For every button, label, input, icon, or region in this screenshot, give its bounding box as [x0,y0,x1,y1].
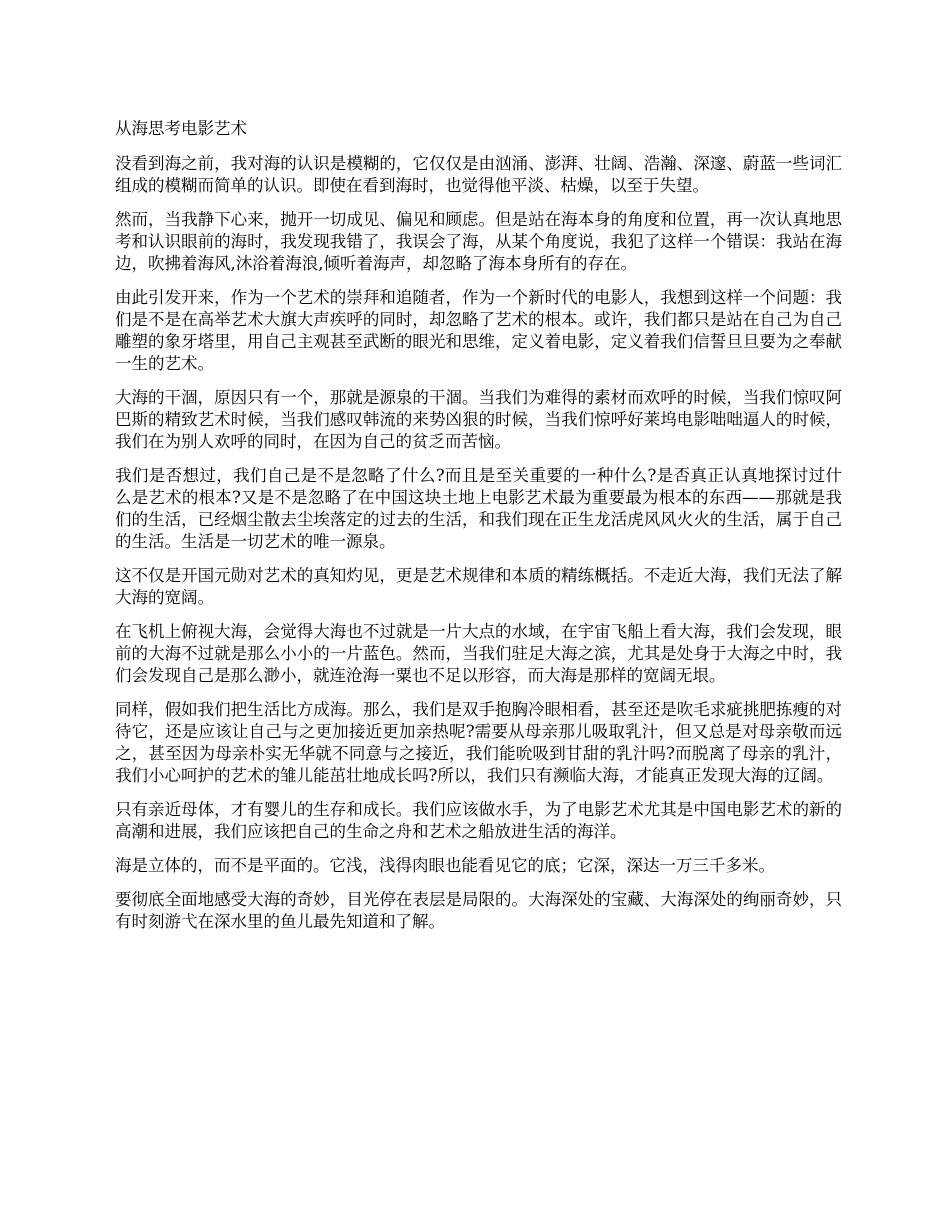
document-title: 从海思考电影艺术 [115,119,247,138]
paragraph-11: 要彻底全面地感受大海的奇妙，目光停在表层是局限的。大海深处的宝藏、大海深处的绚丽奇妙，只有时刻游弋在深水里的鱼儿最先知道和了解。 [115,890,842,931]
paragraph-1: 没看到海之前，我对海的认识是模糊的，它仅仅是由汹涌、澎湃、壮阔、浩瀚、深邃、蔚蓝一些词汇组成的模糊而简单的认识。即使在看到海时，也觉得他平淡、枯燥，以至于失望。 [115,154,842,195]
paragraph-6: 这不仅是开国元勋对艺术的真知灼见，更是艺术规律和本质的精练概括。不走近大海，我们无法了解大海的宽阔。 [115,566,842,607]
paragraph-8: 同样，假如我们把生活比方成海。那么，我们是双手抱胸冷眼相看，甚至还是吹毛求疵挑肥拣瘦的对待它，还是应该让自己与之更加接近更加亲热呢?需要从母亲那儿吸取乳汁，但又总是对母亲敬而远之，甚至因为母亲朴实无华就不同意与之接近，我们能吮吸到甘甜的乳汁吗?而脱离了母亲的乳汁，我们小心呵护的艺术的雏儿能茁壮地成长吗?所以，我们只有濒临大海，才能真正发现大海的辽阔。 [115,700,842,785]
paragraph-9: 只有亲近母体，才有婴儿的生存和成长。我们应该做水手，为了电影艺术尤其是中国电影艺术的新的高潮和进展，我们应该把自己的生命之舟和艺术之船放进生活的海洋。 [115,800,842,841]
paragraph-4: 大海的干涸，原因只有一个，那就是源泉的干涸。当我们为难得的素材而欢呼的时候，当我们惊叹阿巴斯的精致艺术时候，当我们感叹韩流的来势凶狠的时候，当我们惊呼好莱坞电影咄咄逼人的时候，我们在为别人欢呼的同时，在因为自己的贫乏而苦恼。 [115,388,842,451]
paragraph-7: 在飞机上俯视大海，会觉得大海也不过就是一片大点的水域，在宇宙飞船上看大海，我们会发现，眼前的大海不过就是那么小小的一片蓝色。然而，当我们驻足大海之滨，尤其是处身于大海之中时，我们会发现自己是那么渺小，就连沧海一粟也不足以形容，而大海是那样的宽阔无垠。 [115,622,842,685]
paragraph-2: 然而，当我静下心来，抛开一切成见、偏见和顾虑。但是站在海本身的角度和位置，再一次认真地思考和认识眼前的海时，我发现我错了，我误会了海，从某个角度说，我犯了这样一个错误：我站在海边，吹拂着海风,沐浴着海浪,倾听着海声，却忽略了海本身所有的存在。 [115,210,842,273]
paragraph-5: 我们是否想过，我们自己是不是忽略了什么?而且是至关重要的一种什么?是否真正认真地探讨过什么是艺术的根本?又是不是忽略了在中国这块土地上电影艺术最为重要最为根本的东西——那就是我们的生活，已经烟尘散去尘埃落定的过去的生活，和我们现在正生龙活虎风风火火的生活，属于自己的生活。生活是一切艺术的唯一源泉。 [115,466,842,551]
paragraph-10: 海是立体的，而不是平面的。它浅，浅得肉眼也能看见它的底；它深，深达一万三千多米。 [115,856,775,875]
paragraph-3: 由此引发开来，作为一个艺术的崇拜和追随者，作为一个新时代的电影人，我想到这样一个问题：我们是不是在高举艺术大旗大声疾呼的同时，却忽略了艺术的根本。或许，我们都只是站在自己为自己雕塑的象牙塔里，用自己主观甚至武断的眼光和思维，定义着电影，定义着我们信誓旦旦要为之奉献一生的艺术。 [115,288,842,373]
document-page [115,118,842,945]
